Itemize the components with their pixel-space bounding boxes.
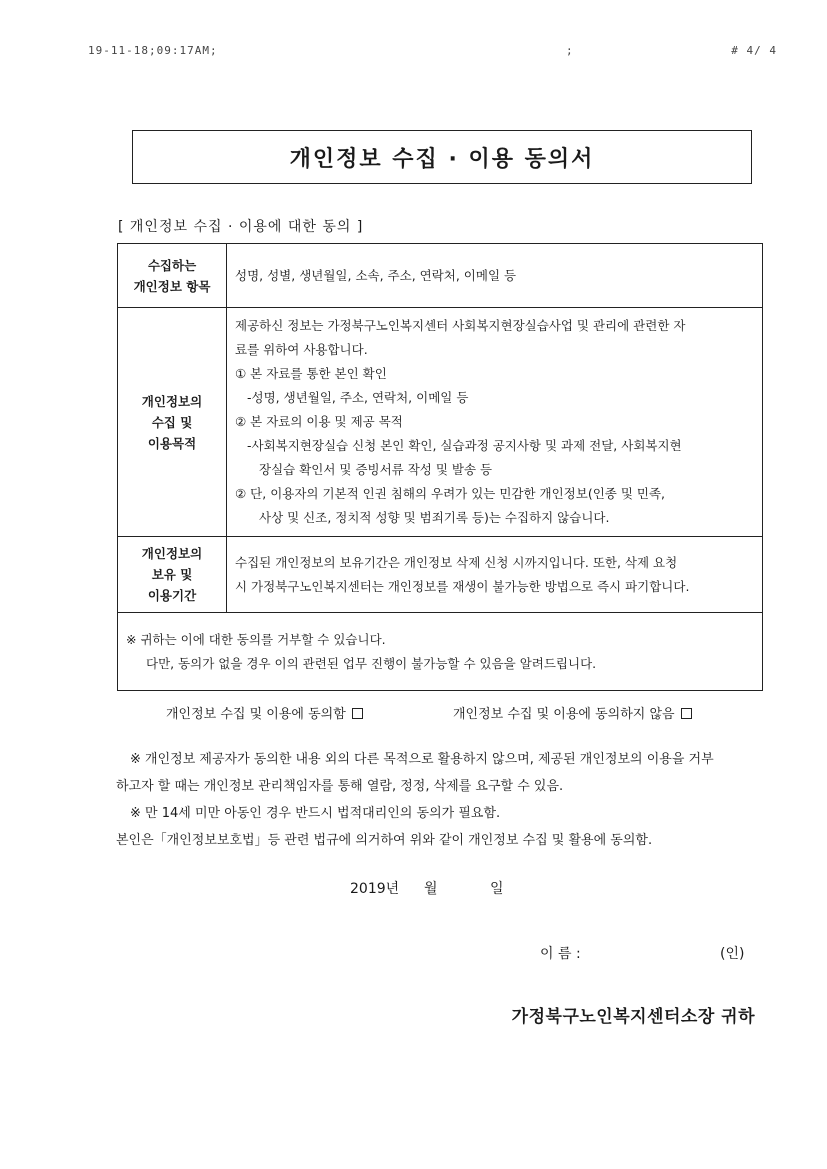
document-title: 개인정보 수집 · 이용 동의서	[132, 130, 752, 184]
disagree-option[interactable]	[453, 703, 692, 722]
date-year: 2019년	[350, 881, 400, 897]
agree-checkbox[interactable]	[352, 708, 363, 719]
date-month: 월	[424, 881, 438, 897]
table-row-retention	[118, 537, 763, 613]
agree-option[interactable]	[166, 703, 363, 722]
agree-label: 개인정보 수집 및 이용에 동의함	[166, 707, 346, 722]
note-line: ※ 만 14세 미만 아동인 경우 반드시 법적대리인의 동의가 필요함.	[130, 806, 501, 821]
note-line: ※ 개인정보 제공자가 동의한 내용 외의 다른 목적으로 활용하지 않으며, 제공된 개인정보의 이용을 거부	[130, 752, 714, 767]
row-content: 제공하신 정보는 가정북구노인복지센터 사회복지현장실습사업 및 관리에 관련한 자 료를 위하여 사용합니다. ① 본 자료를 통한 본인 확인 -성명, 생년월일, 주소, 연락처, 이메일 등 ② 본 자료의 이용 및 제공 목적 -사회복지현장실습 신청 본인 확인, 실습과정 공지사항 및 과제 전달, 사회복지현 장실습 확인서 및 증빙서류 작성 및 발송 등 ② 단, 이용자의 기본적 인권 침해의 우려가 있는 민감한 개인정보(인종 및 민족, 사상 및 신조, 정치적 성향 및 범죄기록 등)는 수집하지 않습니다.	[227, 308, 763, 537]
row-label: 개인정보의 수집 및 이용목적	[118, 308, 227, 537]
row-label: 개인정보의 보유 및 이용기간	[118, 537, 227, 613]
section-heading: [ 개인정보 수집 · 이용에 대한 동의 ]	[118, 219, 364, 235]
name-label: 이 름 :	[540, 946, 581, 962]
consent-statement: 본인은「개인정보보호법」등 관련 법규에 의거하여 위와 같이 개인정보 수집 및 활용에 동의함.	[116, 833, 653, 848]
fax-page-number: # 4/ 4	[731, 44, 777, 57]
fax-timestamp: 19-11-18;09:17AM;	[88, 44, 218, 57]
table-row-purpose	[118, 308, 763, 537]
bottom-notes	[116, 746, 762, 854]
fax-separator: ;	[566, 44, 574, 57]
disagree-label: 개인정보 수집 및 이용에 동의하지 않음	[453, 707, 675, 722]
row-label: 수집하는 개인정보 항목	[118, 244, 227, 308]
date-day: 일	[490, 881, 504, 897]
fax-header	[88, 44, 777, 60]
recipient: 가정북구노인복지센터소장 귀하	[511, 1007, 755, 1027]
refusal-note: ※ 귀하는 이에 대한 동의를 거부할 수 있습니다. 다만, 동의가 없을 경우 이의 관련된 업무 진행이 불가능할 수 있음을 알려드립니다.	[118, 613, 763, 691]
row-content: 수집된 개인정보의 보유기간은 개인정보 삭제 신청 시까지입니다. 또한, 삭제 요청 시 가정북구노인복지센터는 개인정보를 재생이 불가능한 방법으로 즉시 파기합니다.	[227, 537, 763, 613]
note-line: 하고자 할 때는 개인정보 관리책임자를 통해 열람, 정정, 삭제를 요구할 수 있음.	[116, 779, 564, 794]
consent-table	[117, 243, 763, 691]
seal-mark: (인)	[720, 946, 745, 962]
table-row-note	[118, 613, 763, 691]
row-content: 성명, 성별, 생년월일, 소속, 주소, 연락처, 이메일 등	[227, 244, 763, 308]
table-row-collected-items	[118, 244, 763, 308]
disagree-checkbox[interactable]	[681, 708, 692, 719]
